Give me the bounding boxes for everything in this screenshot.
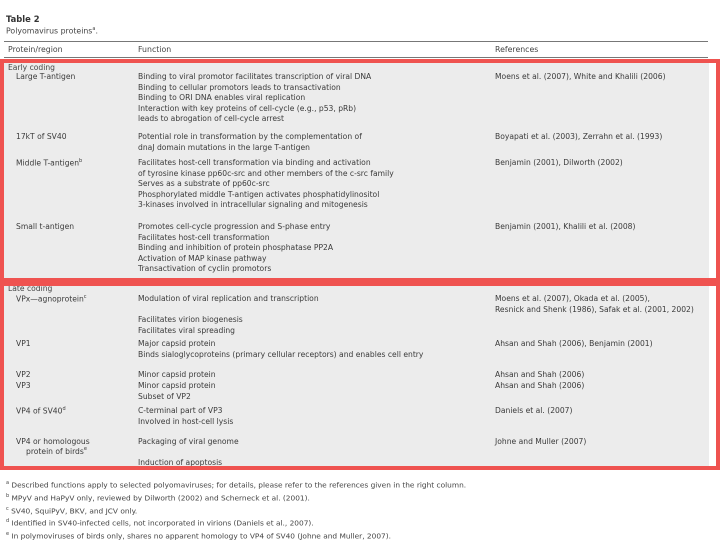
protein-name: VP2 bbox=[16, 370, 31, 379]
function-line: Minor capsid protein bbox=[138, 381, 216, 390]
protein-name: VP3 bbox=[16, 381, 31, 390]
top-rule bbox=[4, 41, 708, 42]
reference-line: Daniels et al. (2007) bbox=[495, 406, 573, 415]
function-line: Subset of VP2 bbox=[138, 391, 191, 401]
function-line: leads to abrogation of cell-cycle arrest bbox=[138, 114, 284, 124]
function-line: of tyrosine kinase pp60c-src and other members of the c-src family bbox=[138, 168, 394, 178]
function-line: Interaction with key proteins of cell-cycle (e.g., p53, pRb) bbox=[138, 103, 357, 113]
protein-name: Middle T-antigen$^b$ bbox=[16, 158, 83, 168]
reference-line: Johne and Muller (2007) bbox=[495, 437, 587, 446]
reference-line: Ahsan and Shah (2006) bbox=[495, 381, 585, 390]
footnote: $^e$ In polymoviruses of birds only, shares no apparent homology to VP4 of SV40 (Johne and Muller, 2007). bbox=[6, 531, 391, 541]
reference-line: Benjamin (2001), Dilworth (2002) bbox=[495, 158, 623, 167]
protein-name: VPx—agnoprotein$^c$ bbox=[16, 294, 87, 304]
function-line: Minor capsid protein bbox=[138, 370, 216, 379]
function-line: C-terminal part of VP3 bbox=[138, 406, 223, 415]
function-line: Binding to cellular promotors leads to transactivation bbox=[138, 82, 341, 92]
function-line: dnaJ domain mutations in the large T-antigen bbox=[138, 142, 310, 152]
reference-line: Moens et al. (2007), White and Khalili (2006) bbox=[495, 72, 666, 81]
reference-line: Moens et al. (2007), Okada et al. (2005), bbox=[495, 294, 650, 303]
function-line: Major capsid protein bbox=[138, 339, 216, 348]
function-line: Binding to viral promotor facilitates transcription of viral DNA bbox=[138, 72, 372, 81]
protein-name: VP4 or homologous protein of birds$^e$ bbox=[16, 437, 90, 456]
header-rule bbox=[4, 57, 708, 58]
reference-line: Resnick and Shenk (1986), Safak et al. (2001, 2002) bbox=[495, 304, 694, 314]
protein-name: 17kT of SV40 bbox=[16, 132, 67, 141]
function-line: Involved in host-cell lysis bbox=[138, 416, 234, 426]
footnote: $^d$ Identified in SV40-infected cells, not incorporated in virions (Daniels et al., 2007). bbox=[6, 518, 314, 528]
header-function: Function bbox=[138, 45, 172, 54]
header-references: References bbox=[495, 45, 539, 54]
function-line: Transactivation of cyclin promotors bbox=[138, 264, 272, 274]
function-line: Facilitates host-cell transformation via binding and activation bbox=[138, 158, 371, 167]
function-line: Binding and inhibition of protein phosphatase PP2A bbox=[138, 243, 334, 253]
footnote: $^a$ Described functions apply to selected polyomaviruses; for details, please refer to the references given in the right column. bbox=[6, 480, 467, 490]
early-highlight-box bbox=[0, 59, 720, 282]
function-line: Serves as a substrate of pp60c-src bbox=[138, 179, 270, 189]
protein-name: Small t-antigen bbox=[16, 222, 75, 231]
header-protein: Protein/region bbox=[8, 45, 63, 54]
function-line: Binds sialoglycoproteins (primary cellular receptors) and enables cell entry bbox=[138, 349, 424, 359]
reference-line: Ahsan and Shah (2006), Benjamin (2001) bbox=[495, 339, 653, 348]
function-line: Activation of MAP kinase pathway bbox=[138, 253, 267, 263]
function-line: Modulation of viral replication and transcription bbox=[138, 294, 319, 303]
reference-line: Ahsan and Shah (2006) bbox=[495, 370, 585, 379]
footnotes bbox=[6, 478, 466, 542]
function-line: Binding to ORI DNA enables viral replication bbox=[138, 93, 306, 103]
function-line: Phosphorylated middle T-antigen activates phosphatidylinositol bbox=[138, 189, 380, 199]
table-label: Table 2 bbox=[6, 14, 40, 24]
late-highlight-box bbox=[0, 282, 720, 470]
protein-name: Large T-antigen bbox=[16, 72, 76, 81]
function-line: Potential role in transformation by the complementation of bbox=[138, 132, 362, 141]
function-line: 3-kinases involved in intracellular signaling and mitogenesis bbox=[138, 200, 368, 210]
function-line: Facilitates host-cell transformation bbox=[138, 232, 270, 242]
function-line: Induction of apoptosis bbox=[138, 458, 223, 468]
protein-name: VP1 bbox=[16, 339, 31, 348]
footnote: $^c$ SV40, SquiPyV, BKV, and JCV only. bbox=[6, 505, 138, 515]
function-line: Packaging of viral genome bbox=[138, 437, 239, 446]
function-line: Facilitates viral spreading bbox=[138, 325, 236, 335]
early-coding-title: Early coding bbox=[8, 63, 55, 72]
reference-line: Boyapati et al. (2003), Zerrahn et al. (1993) bbox=[495, 132, 663, 141]
reference-line: Benjamin (2001), Khalili et al. (2008) bbox=[495, 222, 636, 231]
function-line: Promotes cell-cycle progression and S-phase entry bbox=[138, 222, 331, 231]
table-title-block bbox=[6, 14, 98, 36]
table-caption: Polyomavirus proteins$^a$. bbox=[6, 26, 98, 36]
late-coding-title: Late coding bbox=[8, 284, 53, 293]
function-line: Facilitates virion biogenesis bbox=[138, 315, 243, 325]
protein-name: VP4 of SV40$^d$ bbox=[16, 406, 66, 416]
footnote: $^b$ MPyV and HaPyV only, reviewed by Dilworth (2002) and Scherneck et al. (2001). bbox=[6, 492, 310, 503]
